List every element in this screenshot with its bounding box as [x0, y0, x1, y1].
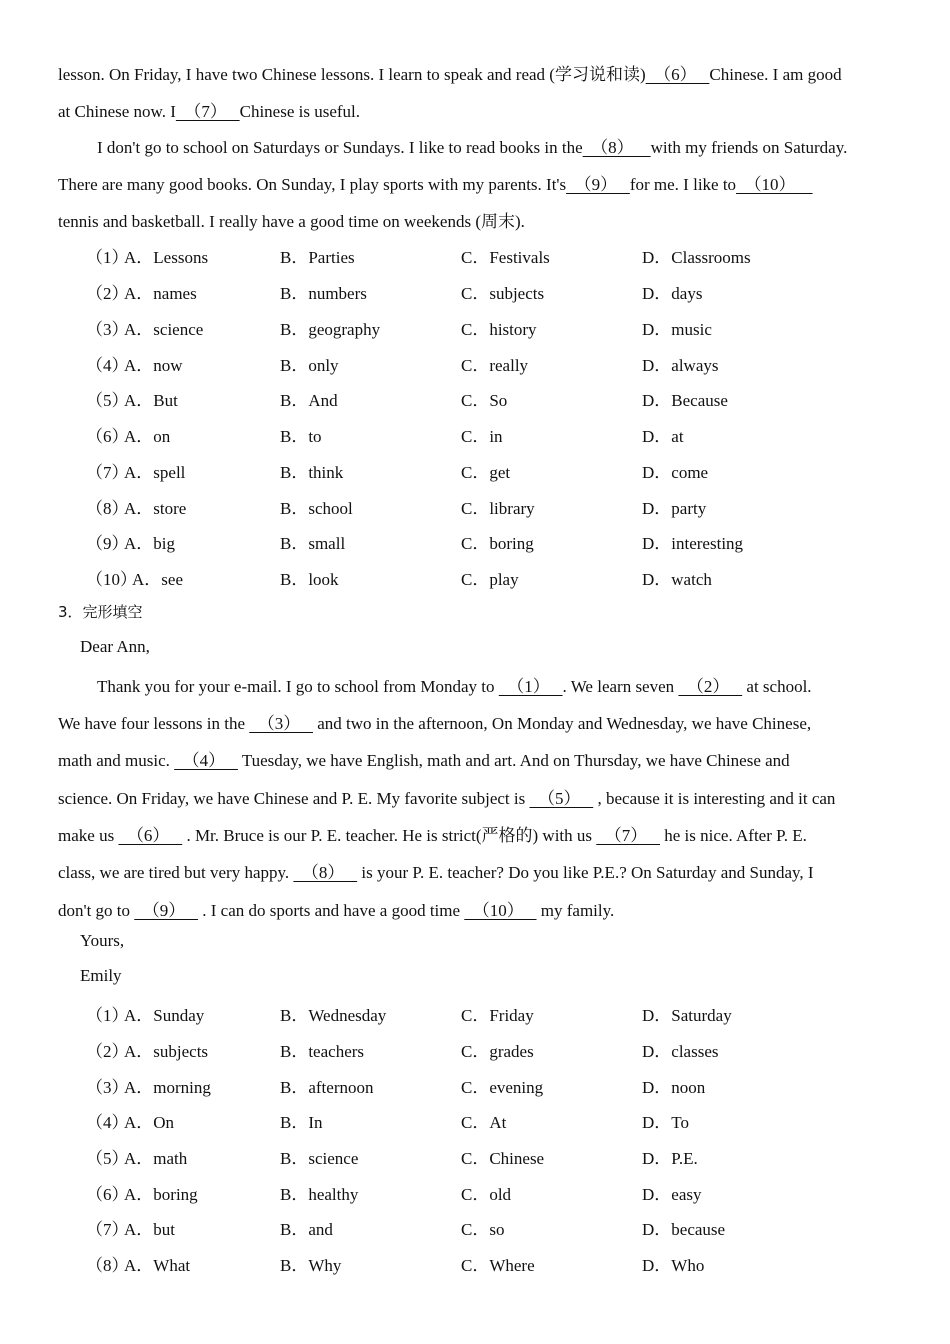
option-c[interactable]: C．boring — [461, 534, 534, 553]
question-row: （4） A．now B．only C．really D．always — [86, 351, 866, 373]
blank-9: （9） — [134, 901, 199, 920]
option-d[interactable]: D．because — [642, 1220, 726, 1239]
option-a[interactable]: A．subjects — [124, 1042, 209, 1061]
option-a[interactable]: A．Sunday — [124, 1006, 205, 1025]
letter-greeting: Dear Ann, — [80, 637, 150, 656]
option-c[interactable]: C．Chinese — [461, 1149, 545, 1168]
question-row: （7） A．spell B．think C．get D．come — [86, 458, 866, 480]
option-a[interactable]: A．names — [124, 284, 197, 303]
option-c[interactable]: C．history — [461, 320, 537, 339]
option-d[interactable]: D．party — [642, 499, 707, 518]
option-d[interactable]: D．classes — [642, 1042, 719, 1061]
option-d[interactable]: D．days — [642, 284, 703, 303]
option-c[interactable]: C．get — [461, 463, 511, 482]
option-a[interactable]: A．now — [124, 356, 183, 375]
option-a[interactable]: A．big — [124, 534, 175, 553]
blank-7: （7） — [175, 102, 240, 121]
option-d[interactable]: D．Who — [642, 1256, 705, 1275]
question-row: （10） A．see B．look C．play D．watch — [86, 565, 866, 587]
option-c[interactable]: C．library — [461, 499, 535, 518]
letter-line-2: We have four lessons in the （3） and two in the afternoon, On Monday and Wednesday, we have Chinese, — [58, 709, 811, 734]
option-d[interactable]: D．come — [642, 463, 709, 482]
letter-line-5: make us （6） . Mr. Bruce is our P. E. teacher. He is strict(严格的) with us （7） he is nice. After P. E. — [58, 821, 807, 846]
option-c[interactable]: C．really — [461, 356, 529, 375]
option-a[interactable]: A．On — [124, 1113, 175, 1132]
option-d[interactable]: D．always — [642, 356, 719, 375]
question-row: （5） A．But B．And C．So D．Because — [86, 386, 866, 408]
letter-signature: Emily — [80, 966, 122, 985]
question-row: （4） A．On B．In C．At D．To — [86, 1108, 866, 1130]
question-row: （5） A．math B．science C．Chinese D．P.E. — [86, 1144, 866, 1166]
question-row: （3） A．science B．geography C．history D．music — [86, 315, 866, 337]
option-b[interactable]: B．think — [280, 463, 344, 482]
option-b[interactable]: B．to — [280, 427, 322, 446]
option-a[interactable]: A．Lessons — [124, 248, 209, 267]
option-c[interactable]: C．Festivals — [461, 248, 550, 267]
passage1-line-3: I don't go to school on Saturdays or Sundays. I like to read books in the （8） with my friends on Saturday. — [97, 133, 847, 158]
option-d[interactable]: D．at — [642, 427, 684, 446]
blank-10: （10） — [464, 901, 537, 920]
option-c[interactable]: C．evening — [461, 1078, 544, 1097]
option-b[interactable]: B．And — [280, 391, 338, 410]
option-a[interactable]: A．store — [124, 499, 187, 518]
option-b[interactable]: B．Why — [280, 1256, 342, 1275]
passage1-line-4: There are many good books. On Sunday, I play sports with my parents. It's （9） for me. I like to （10） — [58, 170, 813, 195]
letter-line-4: science. On Friday, we have Chinese and P. E. My favorite subject is （5） , because it is interesting and it can — [58, 784, 835, 809]
option-d[interactable]: D．easy — [642, 1185, 702, 1204]
option-a[interactable]: A．but — [124, 1220, 175, 1239]
section-title: 3．完形填空 — [58, 603, 143, 621]
question-row: （7） A．but B．and C．so D．because — [86, 1215, 866, 1237]
blank-8: （8） — [293, 863, 358, 882]
option-b[interactable]: B．and — [280, 1220, 333, 1239]
option-b[interactable]: B．numbers — [280, 284, 367, 303]
option-b[interactable]: B．Wednesday — [280, 1006, 387, 1025]
option-b[interactable]: B．school — [280, 499, 353, 518]
question-row: （1） A．Sunday B．Wednesday C．Friday D．Saturday — [86, 1001, 866, 1023]
option-a[interactable]: A．science — [124, 320, 204, 339]
option-b[interactable]: B．In — [280, 1113, 323, 1132]
option-b[interactable]: B．teachers — [280, 1042, 365, 1061]
option-d[interactable]: D．interesting — [642, 534, 744, 553]
option-a[interactable]: A．But — [124, 391, 178, 410]
blank-9: （9） — [566, 175, 630, 194]
option-b[interactable]: B．look — [280, 570, 339, 589]
option-d[interactable]: D．noon — [642, 1078, 706, 1097]
option-d[interactable]: D．Because — [642, 391, 728, 410]
option-c[interactable]: C．Friday — [461, 1006, 534, 1025]
blank-1: （1） — [498, 677, 563, 696]
option-d[interactable]: D．To — [642, 1113, 689, 1132]
question-row: （6） A．boring B．healthy C．old D．easy — [86, 1180, 866, 1202]
letter-line-7: don't go to （9） . I can do sports and have a good time （10） my family. — [58, 896, 614, 921]
question-row: （8） A．What B．Why C．Where D．Who — [86, 1251, 866, 1273]
question-row: （8） A．store B．school C．library D．party — [86, 494, 866, 516]
passage1-line-2: at Chinese now. I （7） Chinese is useful. — [58, 97, 360, 122]
letter-closing: Yours, — [80, 931, 125, 950]
option-a[interactable]: A．on — [124, 427, 171, 446]
option-b[interactable]: B．afternoon — [280, 1078, 374, 1097]
question-row: （2） A．names B．numbers C．subjects D．days — [86, 279, 866, 301]
letter-line-6: class, we are tired but very happy. （8） is your P. E. teacher? Do you like P.E.? On Saturday and Sunday, I — [58, 858, 814, 883]
option-c[interactable]: C．At — [461, 1113, 507, 1132]
option-c[interactable]: C．grades — [461, 1042, 534, 1061]
blank-2: （2） — [678, 677, 743, 696]
option-c[interactable]: C．subjects — [461, 284, 545, 303]
question-row: （6） A．on B．to C．in D．at — [86, 422, 866, 444]
passage1-line-5: tennis and basketball. I really have a good time on weekends (周末). — [58, 212, 525, 231]
option-b[interactable]: B．Parties — [280, 248, 355, 267]
option-a[interactable]: A．spell — [124, 463, 186, 482]
question-row: （3） A．morning B．afternoon C．evening D．noon — [86, 1073, 866, 1095]
option-d[interactable]: D．watch — [642, 570, 712, 589]
question-row: （2） A．subjects B．teachers C．grades D．classes — [86, 1037, 866, 1059]
blank-8: （8） — [582, 138, 651, 157]
option-b[interactable]: B．science — [280, 1149, 359, 1168]
option-d[interactable]: D．music — [642, 320, 712, 339]
option-b[interactable]: B．geography — [280, 320, 381, 339]
option-c[interactable]: C．Where — [461, 1256, 535, 1275]
option-a[interactable]: A．What — [124, 1256, 191, 1275]
letter-line-1: Thank you for your e-mail. I go to school from Monday to （1） . We learn seven （2） at school. — [97, 672, 812, 697]
option-c[interactable]: C．play — [461, 570, 519, 589]
option-a[interactable]: A．morning — [124, 1078, 211, 1097]
option-c[interactable]: C．old — [461, 1185, 512, 1204]
option-a[interactable]: A．math — [124, 1149, 188, 1168]
option-c[interactable]: C．in — [461, 427, 503, 446]
option-c[interactable]: C．So — [461, 391, 508, 410]
blank-3: （3） — [249, 714, 313, 733]
blank-10: （10） — [736, 175, 813, 194]
passage1-line-1: lesson. On Friday, I have two Chinese lessons. I learn to speak and read (学习说和读) （6） Chinese. I am good — [58, 60, 842, 85]
blank-4: （4） — [174, 751, 238, 770]
question-row: （9） A．big B．small C．boring D．interesting — [86, 529, 866, 551]
option-a[interactable]: A．boring — [124, 1185, 198, 1204]
option-b[interactable]: B．only — [280, 356, 339, 375]
option-a[interactable]: A．see — [132, 570, 183, 589]
blank-6: （6） — [118, 826, 183, 845]
option-c[interactable]: C．so — [461, 1220, 505, 1239]
blank-6: （6） — [645, 65, 710, 84]
option-b[interactable]: B．small — [280, 534, 346, 553]
option-d[interactable]: D．Classrooms — [642, 248, 751, 267]
blank-7: （7） — [596, 826, 661, 845]
letter-line-3: math and music. （4） Tuesday, we have English, math and art. And on Thursday, we have Chinese and — [58, 746, 790, 771]
option-d[interactable]: D．Saturday — [642, 1006, 732, 1025]
question-row: （1） A．Lessons B．Parties C．Festivals D．Classrooms — [86, 243, 866, 265]
option-d[interactable]: D．P.E. — [642, 1149, 698, 1168]
option-b[interactable]: B．healthy — [280, 1185, 359, 1204]
blank-5: （5） — [529, 789, 594, 808]
